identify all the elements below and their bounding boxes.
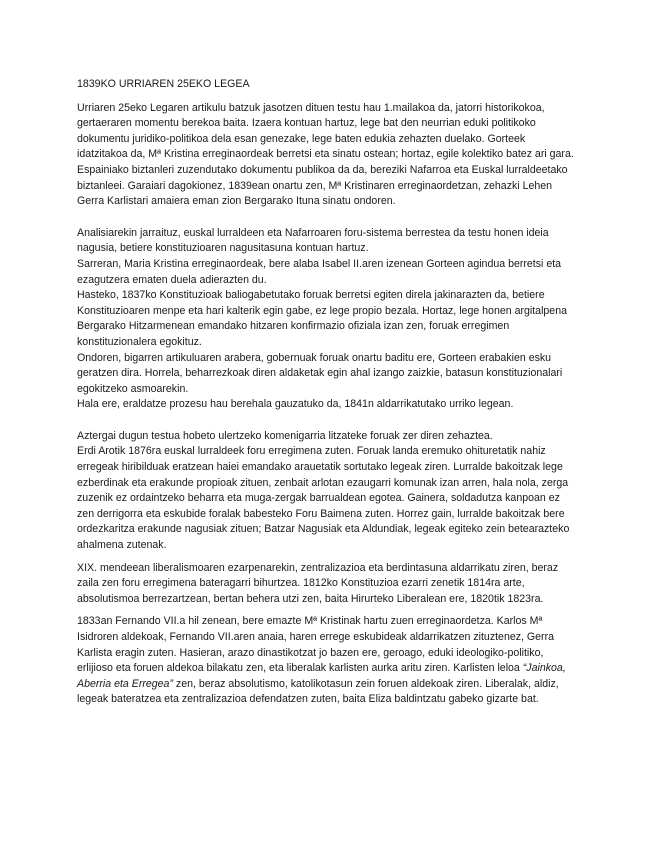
paragraph-foral-regime: Erdi Arotik 1876ra euskal lurraldeek foru erregimena zuten. Foruak landa eremuko ohituretatik nahiz erregeak hiribilduak eratzean haiei emandako arauetatik sortutako legeak ziren. Lurralde bakoitzak lege ezberdinak eta erakunde propioak zituen, zenbait arlotan ezaugarri komunak izan arren, hala nola, zerga zuzenik ez ordaintzeko beharra eta muga-zergak barrualdean egotea. Gainera, soldadutza kanpoan ez zen derrigorra eta eskubide foralak babesteko Foru Baimena zuten. Horrez gain, lurralde bakoitzak bere ordezkaritza erakunde nagusiak zituen; Batzar Nagusiak eta Aldundiak, legeak egiteko zein betearazteko ahalmena zutenak. — [77, 445, 570, 552]
paragraph-transformation: Hala ere, eraldatze prozesu hau berehala gauzatuko da, 1841n aldarrikatutako urriko legean. — [77, 398, 514, 411]
paragraph-second-article: Ondoren, bigarren artikuluaren arabera, gobernuak foruak onartu baditu ere, Gorteen erabakien esku geratzen dira. Horrela, beharrezkoak diren aldaketak egin ahal izango zaizkie, batasun konstituzionalari egokitzeko asmoarekin. — [77, 351, 563, 395]
paragraph-carlist-war — [77, 614, 577, 708]
paragraph-analysis: Analisiarekin jarraituz, euskal lurraldeen eta Nafarroaren foru-sistema berrestea da testu honen ideia nagusia, betiere konstituzioaren nagusitasuna kontuan hartuz. — [77, 226, 549, 255]
paragraph-intro: Urriaren 25eko Legaren artikulu batzuk jasotzen dituen testu hau 1.mailakoa da, jatorri historikokoa, gertaeraren momentu berekoa baita. Izaera kontuan hartuz, lege bat den neurrian eduki politikoko dokumentu juridiko-politikoa dela esan genezake, lege baten edukia zehazten duelako. Gorteek idatzitakoa da, Mª Kristina erreginaordeak berretsi eta sinatu ostean; hortaz, egile kolektiko batez ari gara. Espainiako biztanleri zuzendutako dokumentu publikoa da da, bereziki Nafarroa eta Euskal lurraldeetako biztanleei. Garaiari dagokionez, 1839ean onartu zen, Mª Kristinaren erreginaordetzan, zehazki Lehen Gerra Karlistari amaiera eman zion Bergarako Ituna sinatu ondoren. — [77, 101, 574, 208]
document-page — [77, 77, 577, 708]
paragraph-introduction: Sarreran, Maria Kristina erreginaordeak, bere alaba Isabel II.aren izenean Gorteen agindua berretsi eta ezagutzera ematen duela adierazten du. — [77, 257, 562, 286]
paragraph-context-intro: Aztergai dugun testua hobeto ulertzeko komenigarria litzateke foruak zer diren zehaztea. — [77, 429, 493, 442]
paragraph-first-article: Hasteko, 1837ko Konstituzioak baliogabetutako foruak berretsi egiten direla jakinarazten da, betiere Konstituzioaren menpe eta hari kalterik egin gabe, ez lege propio bezala. Hortaz, lege honen argitalpena Bergarako Hitzarmenean emandako hitzaren konfirmazio ofiziala izan zen, foruak erregimen konstituzionalera egokituz. — [77, 289, 567, 348]
paragraph-carlist-war-end: zen, beraz absolutismo, katolikotasun zein foruen aldekoak ziren. Liberalak, aldiz, legeak bateratzea eta zentralizazioa defendatzen zuten, baita Eliza baldintzatu gabeko gizarte bat. — [77, 677, 559, 706]
document-title: 1839KO URRIAREN 25EKO LEGEA — [77, 78, 250, 90]
paragraph-carlist-war-start: 1833an Fernando VII.a hil zenean, bere emazte Mª Kristinak hartu zuen erreginaordetza. Karlos Mª Isidroren aldekoak, Fernando VII.aren anaia, haren errege eskubideak aldarrikatzen zituztenez, Gerra Karlista eragin zuten. Hasieran, arazo dinastikotzat jo bazen ere, geroago, eduki ideologiko-politiko, erlijioso eta foruen aldekoa bilakatu zen, eta liberalak karlisten aurka aritu ziren. Karlisten leloa — [77, 615, 554, 675]
paragraph-liberalism: XIX. mendeean liberalismoaren ezarpenarekin, zentralizazioa eta berdintasuna aldarrikatu ziren, beraz zaila zen foru erregimena bateragarri bihurtzea. 1812ko Konstituzioa ezarri zenetik 1814ra arte, absolutismoa berrezartzean, bertan behera utzi zen, baita Hirurteko Liberalean ere, 1820tik 1823ra. — [77, 561, 559, 605]
carlist-motto: “Jainkoa, Aberria eta Erregea” — [77, 662, 566, 690]
